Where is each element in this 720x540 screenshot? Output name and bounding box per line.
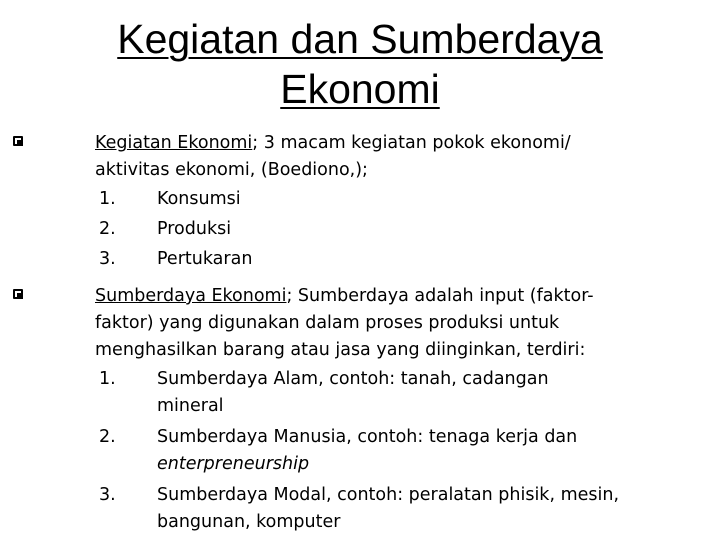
item2-list-num-1: 1. (99, 369, 116, 389)
item2-list-num-2: 2. (99, 427, 116, 447)
item2-text-line2: faktor) yang digunakan dalam proses produksi untuk (95, 313, 560, 333)
item1-line1 (95, 130, 571, 157)
square-bullet-icon (13, 289, 23, 299)
item2-text-line1: ; Sumberdaya adalah input (faktor- (286, 286, 594, 306)
item1-text-line2: aktivitas ekonomi, (Boediono,); (95, 160, 368, 180)
title-line-1: Kegiatan dan Sumberdaya (117, 16, 603, 62)
item2-text-line3: menghasilkan barang atau jasa yang diinginkan, terdiri: (95, 340, 586, 360)
item1-list-num-1: 1. (99, 189, 116, 209)
title-line-2: Ekonomi (280, 66, 440, 112)
item2-line1 (95, 283, 594, 310)
item1-text-line1: ; 3 macam kegiatan pokok ekonomi/ (252, 133, 571, 153)
item2-list-line1-1: Sumberdaya Alam, contoh: tanah, cadangan (157, 369, 549, 389)
item1-list-label-1: Konsumsi (157, 189, 241, 209)
item2-list-num-3: 3. (99, 485, 116, 505)
item1-list-num-2: 2. (99, 219, 116, 239)
item2-list-line1-2: Sumberdaya Manusia, contoh: tenaga kerja dan (157, 427, 578, 447)
item2-heading: Sumberdaya Ekonomi (95, 286, 287, 306)
item1-list-num-3: 3. (99, 249, 116, 269)
item2-list-line2-2: enterpreneurship (157, 454, 310, 474)
slide-title (60, 14, 660, 114)
item2-list-line2-3: bangunan, komputer (157, 512, 341, 532)
item2-list-line1-3: Sumberdaya Modal, contoh: peralatan phisik, mesin, (157, 485, 620, 505)
item1-heading: Kegiatan Ekonomi (95, 133, 253, 153)
item1-list-label-2: Produksi (157, 219, 232, 239)
item2-list-line2-1: mineral (157, 396, 224, 416)
square-bullet-icon (13, 136, 23, 146)
item1-list-label-3: Pertukaran (157, 249, 253, 269)
